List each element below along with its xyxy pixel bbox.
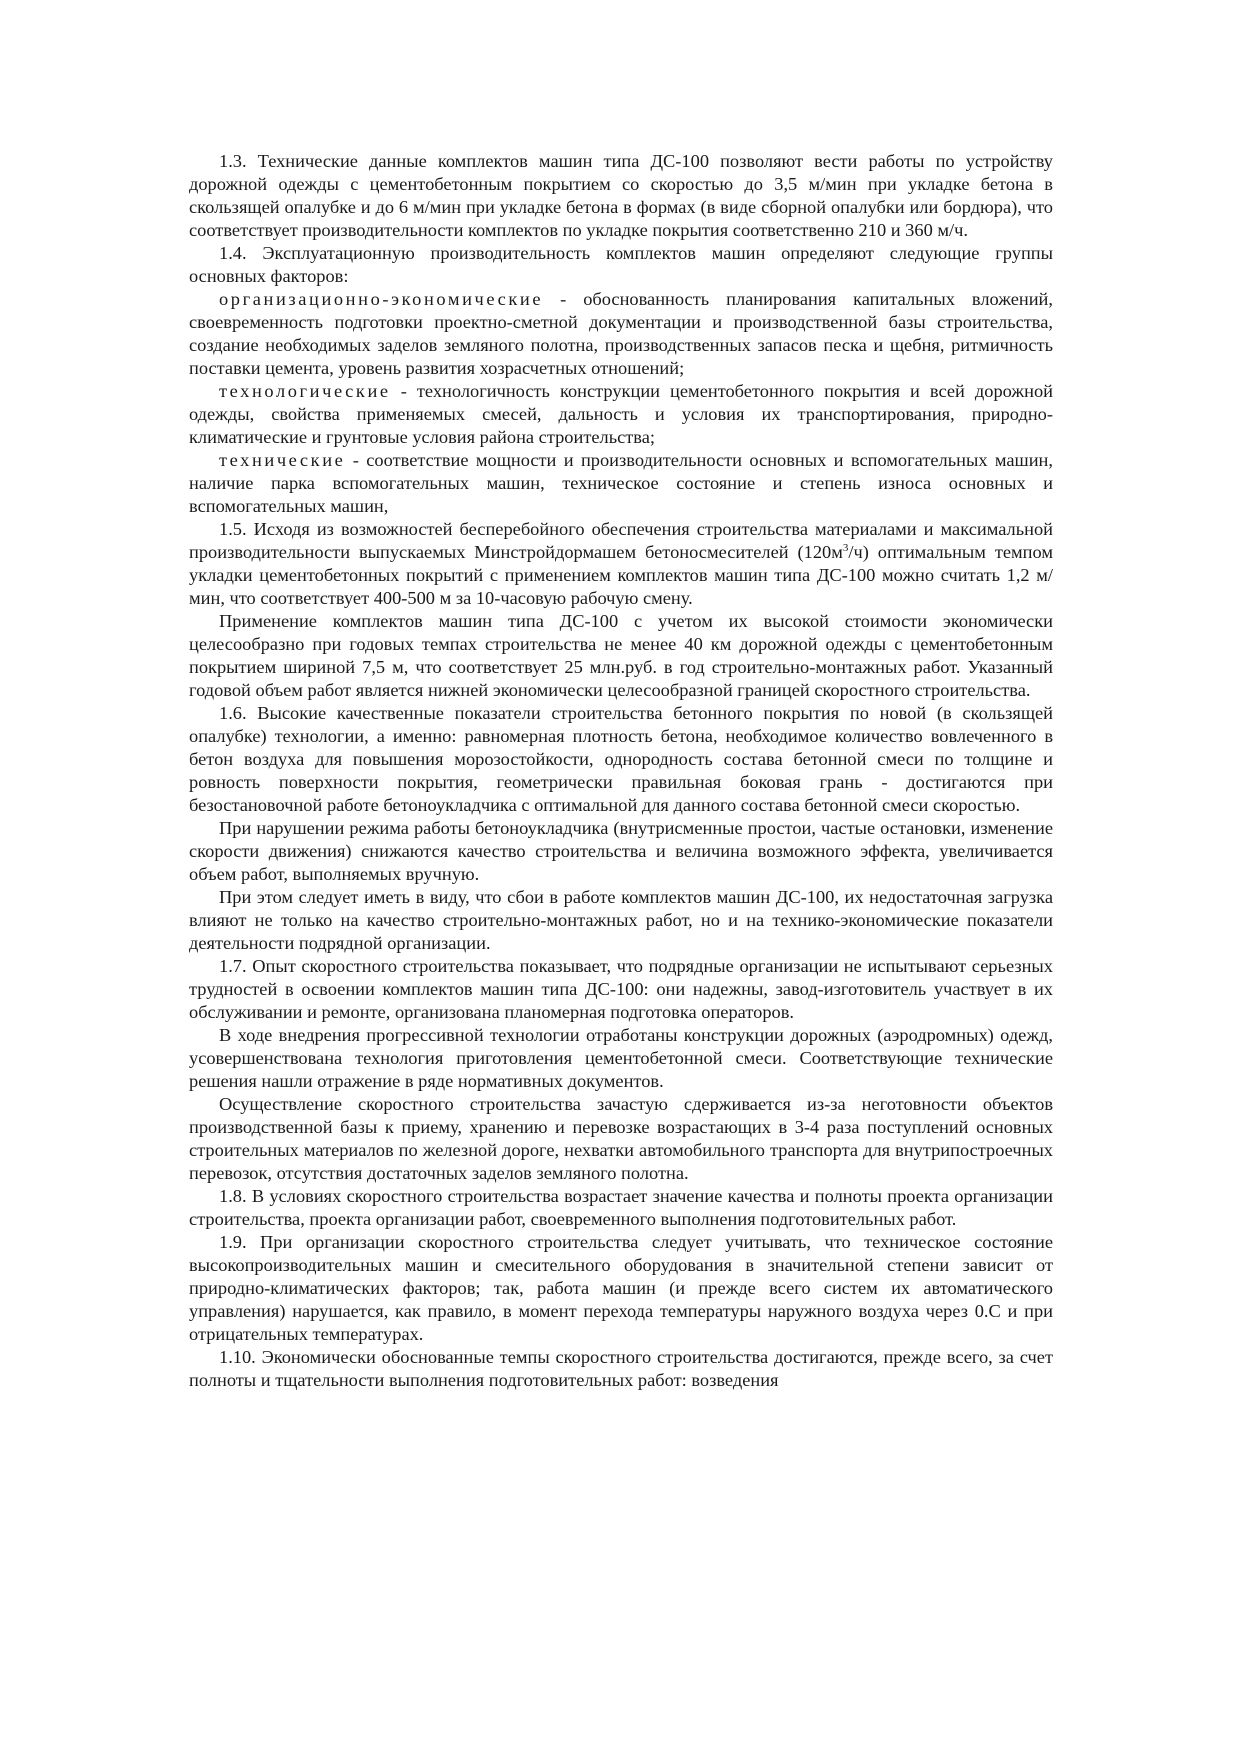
paragraph-application: Применение комплектов машин типа ДС-100 с учетом их высокой стоимости экономически целесообразно при годовых темпах строительства не менее 40 км дорожной одежды с цементобетонным покрытием шириной 7,5 м, что соответствует 25 млн.руб. в год строительно-монтажных работ. Указанный годовой объем работ является нижней экономически целесообразной границей скоростного строительства. [189,611,1053,700]
paragraph-1-7: 1.7. Опыт скоростного строительства показывает, что подрядные организации не испытывают серьезных трудностей в освоении комплектов машин типа ДС-100: они надежны, завод-изготовитель участвует в их обслуживании и ремонте, организована планомерная подготовка операторов. [189,956,1053,1022]
term-organizational-economic: организационно-экономические [219,289,544,309]
paragraph-1-3: 1.3. Технические данные комплектов машин типа ДС-100 позволяют вести работы по устройству дорожной одежды с цементобетонным покрытием со скоростью до 3,5 м/мин при укладке бетона в скользящей опалубке и до 6 м/мин при укладке бетона в формах (в виде сборной опалубки или бордюра), что соответствует производительности комплектов по укладке покрытия соответственно 210 и 360 м/ч. [189,151,1053,240]
paragraph-technical-factors [189,449,1053,518]
paragraph-text-after: /ч) оптимальным темпом укладки цементобетонных покрытий с применением комплектов машин типа ДС-100 можно считать 1,2 м/мин, что соответствует 400-500 м за 10-часовую рабочую смену. [189,542,1053,608]
paragraph-implementation: Осуществление скоростного строительства зачастую сдерживается из-за неготовности объектов производственной базы к приему, хранению и перевозке возрастающих в 3-4 раза поступлений основных строительных материалов по железной дороге, нехватки автомобильного транспорта для внутрипостроечных перевозок, отсутствия достаточных заделов земляного полотна. [189,1094,1053,1183]
paragraph-introduction: В ходе внедрения прогрессивной технологии отработаны конструкции дорожных (аэродромных) одежд, усовершенствована технология приготовления цементобетонной смеси. Соответствующие технические решения нашли отражение в ряде нормативных документов. [189,1025,1053,1091]
term-technological: технологические [219,381,391,401]
paragraph-organizational-economic-factors [189,288,1053,380]
superscript-cubic: 3 [842,541,849,554]
paragraph-mode-violation: При нарушении режима работы бетоноукладчика (внутрисменные простои, частые остановки, изменение скорости движения) снижаются качество строительства и величина возможного эффекта, увеличивается объем работ, выполняемых вручную. [189,818,1053,884]
paragraph-1-10: 1.10. Экономически обоснованные темпы скоростного строительства достигаются, прежде всего, за счет полноты и тщательности выполнения подготовительных работ: возведения [189,1347,1053,1390]
term-description: - обоснованность планирования капитальных вложений, своевременность подготовки проектно-сметной документации и производственной базы строительства, создание необходимых заделов земляного полотна, производственных запасов песка и щебня, ритмичность поставки цемента, уровень развития хозрасчетных отношений; [189,289,1053,378]
document-body [189,150,1053,1392]
paragraph-1-5 [189,518,1053,610]
paragraph-text-before: 1.5. Исходя из возможностей бесперебойного обеспечения строительства материалами и максимальной производительности выпускаемых Минстройдормашем бетоносмесителей (120м [189,519,1053,562]
paragraph-1-9: 1.9. При организации скоростного строительства следует учитывать, что техническое состояние высокопроизводительных машин и смесительного оборудования в значительной степени зависит от природно-климатических факторов; так, работа машин (и прежде всего систем их автоматического управления) нарушается, как правило, в момент перехода температуры наружного воздуха через 0.С и при отрицательных температурах. [189,1232,1053,1344]
paragraph-failures: При этом следует иметь в виду, что сбои в работе комплектов машин ДС-100, их недостаточная загрузка влияют не только на качество строительно-монтажных работ, но и на технико-экономические показатели деятельности подрядной организации. [189,887,1053,953]
paragraph-1-4: 1.4. Эксплуатационную производительность комплектов машин определяют следующие группы основных факторов: [189,243,1053,286]
term-description: - соответствие мощности и производительности основных и вспомогательных машин, наличие парка вспомогательных машин, техническое состояние и степень износа основных и вспомогательных машин, [189,450,1053,516]
paragraph-1-6: 1.6. Высокие качественные показатели строительства бетонного покрытия по новой (в скользящей опалубке) технологии, а именно: равномерная плотность бетона, необходимое количество вовлеченного в бетон воздуха для повышения морозостойкости, однородность состава бетонной смеси по толщине и ровность поверхности покрытия, геометрически правильная боковая грань - достигаются при безостановочной работе бетоноукладчика с оптимальной для данного состава бетонной смеси скоростью. [189,703,1053,815]
term-description: - технологичность конструкции цементобетонного покрытия и всей дорожной одежды, свойства применяемых смесей, дальность и условия их транспортирования, природно-климатические и грунтовые условия района строительства; [189,381,1053,447]
paragraph-1-8: 1.8. В условиях скоростного строительства возрастает значение качества и полноты проекта организации строительства, проекта организации работ, своевременного выполнения подготовительных работ. [189,1186,1053,1229]
term-technical: технические [219,450,346,470]
paragraph-technological-factors [189,380,1053,449]
